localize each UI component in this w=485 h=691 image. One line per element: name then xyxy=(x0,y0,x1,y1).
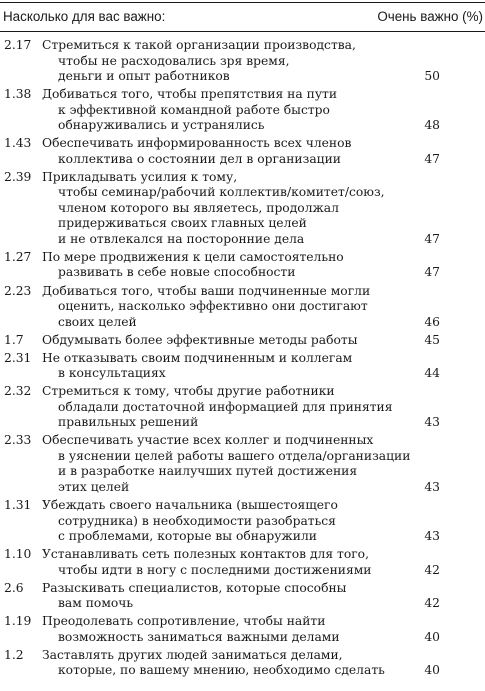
item-number: 1.2 xyxy=(4,647,24,662)
table-row xyxy=(0,614,485,645)
item-percent: 40 xyxy=(424,663,440,678)
item-number: 1.7 xyxy=(4,332,24,347)
table-row xyxy=(0,333,485,349)
item-percent: 46 xyxy=(424,314,440,329)
item-text-line: этих целей xyxy=(58,479,130,494)
item-number: 2.17 xyxy=(4,38,32,52)
item-number: 2.39 xyxy=(4,169,32,184)
item-text-line: в уяснении целей работы вашего отдела/организации xyxy=(58,448,411,463)
item-text xyxy=(42,284,422,331)
item-number: 1.19 xyxy=(4,614,32,629)
item-text-line: Не отказывать своим подчиненным и коллегам xyxy=(42,350,353,365)
table-row xyxy=(0,87,485,134)
item-text-line: Прикладывать усилия к тому, xyxy=(42,169,238,184)
item-text-line: сотрудника) в необходимости разобраться xyxy=(58,513,336,528)
item-number: 2.6 xyxy=(4,580,24,595)
item-number: 1.10 xyxy=(4,547,32,562)
item-text-line: которые, по вашему мнению, необходимо сделать xyxy=(58,663,385,678)
item-text-line: своих целей xyxy=(58,314,137,329)
item-number: 1.31 xyxy=(4,498,32,512)
item-text-line: развивать в себе новые способности xyxy=(58,265,296,280)
table-row xyxy=(0,581,485,612)
item-text-line: и в разработке наилучших путей достижения xyxy=(58,464,358,479)
item-text-line: с проблемами, которые вы обнаружили xyxy=(58,529,317,543)
item-percent: 42 xyxy=(424,596,440,611)
item-text xyxy=(42,136,422,167)
item-text-line: чтобы не расходовались зря время, xyxy=(58,53,290,68)
item-percent: 40 xyxy=(424,629,440,644)
item-text xyxy=(42,547,422,578)
table-row xyxy=(0,384,485,431)
item-text xyxy=(42,498,422,545)
item-text-line: Обеспечивать участие всех коллег и подчиненных xyxy=(42,433,374,448)
item-text-line: правильных решений xyxy=(58,415,199,430)
item-text-line: чтобы идти в ногу с последними достижениями xyxy=(58,562,372,577)
item-number: 2.33 xyxy=(4,433,32,448)
table-row xyxy=(0,38,485,85)
table-row xyxy=(0,250,485,281)
item-number: 1.43 xyxy=(4,136,32,151)
item-text xyxy=(42,87,422,134)
item-text-line: Убеждать своего начальника (вышестоящего xyxy=(42,498,338,512)
item-text-line: Обеспечивать информированность всех членов xyxy=(42,136,352,151)
item-text-line: Стремиться к тому, чтобы другие работники xyxy=(42,384,335,399)
item-text-line: Разыскивать специалистов, которые способны xyxy=(42,580,347,595)
item-text-line: Обдумывать более эффективные методы работы xyxy=(42,332,358,347)
item-text-line: По мере продвижения к цели самостоятельно xyxy=(42,249,344,264)
item-text-line: и не отвлекался на посторонние дела xyxy=(58,231,305,246)
item-text-line: обнаруживались и устранялись xyxy=(58,118,265,133)
header-rule xyxy=(0,31,485,32)
item-text-line: Устанавливать сеть полезных контактов для того, xyxy=(42,547,369,562)
header-importance: Очень важно (%) xyxy=(377,9,483,24)
item-text xyxy=(42,648,422,679)
item-text-line: Преодолевать сопротивление, чтобы найти xyxy=(42,614,326,629)
item-text-line: коллектива о состоянии дел в организации xyxy=(58,151,341,166)
item-number: 1.27 xyxy=(4,249,32,264)
item-text xyxy=(42,614,422,645)
item-text xyxy=(42,170,422,248)
item-text-line: деньги и опыт работников xyxy=(58,69,230,83)
item-text xyxy=(42,351,422,382)
item-text-line: возможность заниматься важными делами xyxy=(58,629,340,644)
item-text xyxy=(42,384,422,431)
item-text-line: к эффективной командной работе быстро xyxy=(58,102,330,117)
item-text-line: Добиваться того, чтобы препятствия на пути xyxy=(42,87,338,102)
table-row xyxy=(0,433,485,495)
item-text xyxy=(42,38,422,85)
item-percent: 47 xyxy=(424,231,440,246)
item-number: 1.38 xyxy=(4,87,32,102)
table-row xyxy=(0,648,485,679)
item-number: 2.23 xyxy=(4,283,32,298)
table-row xyxy=(0,284,485,331)
table-row xyxy=(0,351,485,382)
table-row xyxy=(0,547,485,578)
item-percent: 50 xyxy=(424,69,440,83)
item-text-line: вам помочь xyxy=(58,596,134,611)
item-percent: 47 xyxy=(424,151,440,166)
item-text-line: Стремиться к такой организации производства, xyxy=(42,38,356,52)
item-text xyxy=(42,581,422,612)
table-row xyxy=(0,136,485,167)
item-text-line: чтобы семинар/рабочий коллектив/комитет/союз, xyxy=(58,185,385,200)
item-percent: 45 xyxy=(424,332,440,347)
item-text-line: оценить, насколько эффективно они достигают xyxy=(58,299,368,313)
item-text-line: Заставлять других людей заниматься делами, xyxy=(42,647,343,662)
item-text-line: членом которого вы являетесь, продолжал xyxy=(58,200,339,215)
item-text xyxy=(42,333,422,349)
table-header xyxy=(0,0,485,29)
item-text-line: в консультациях xyxy=(58,366,166,381)
item-percent: 47 xyxy=(424,265,440,280)
item-percent: 43 xyxy=(424,529,440,543)
header-question: Насколько для вас важно: xyxy=(3,9,166,24)
item-percent: 48 xyxy=(424,118,440,133)
item-text-line: Добиваться того, чтобы ваши подчиненные могли xyxy=(42,283,371,298)
item-percent: 43 xyxy=(424,479,440,494)
item-text xyxy=(42,433,422,495)
item-percent: 44 xyxy=(424,366,440,381)
item-text xyxy=(42,250,422,281)
table-row xyxy=(0,498,485,545)
item-text-line: обладали достаточной информацией для принятия xyxy=(58,399,393,414)
item-number: 2.31 xyxy=(4,350,32,365)
item-percent: 42 xyxy=(424,562,440,577)
item-number: 2.32 xyxy=(4,384,32,399)
table-row xyxy=(0,170,485,248)
item-percent: 43 xyxy=(424,415,440,430)
item-text-line: придерживаться своих главных целей xyxy=(58,216,307,231)
